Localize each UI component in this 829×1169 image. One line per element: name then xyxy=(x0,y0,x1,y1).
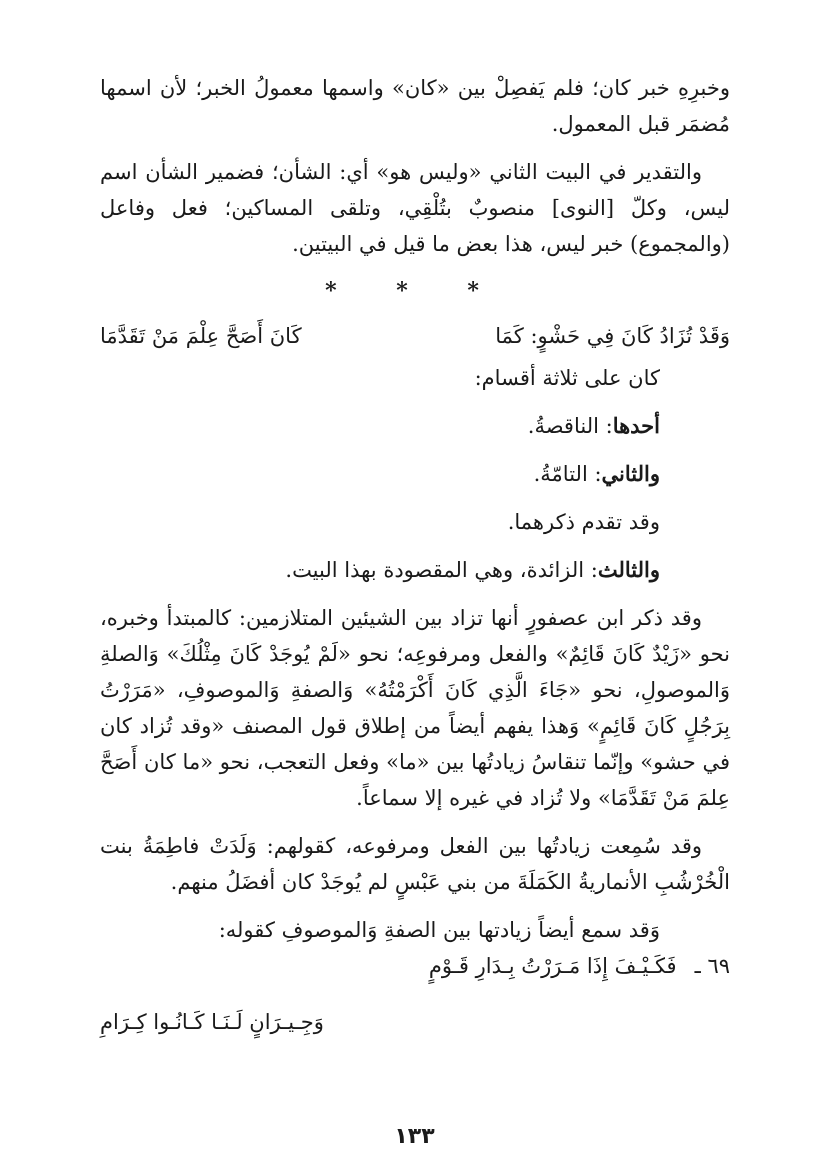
verse-hemistich-left: كَانَ أَصَحَّ عِلْمَ مَنْ تَقَدَّمَا xyxy=(100,324,302,348)
text-first: : الناقصةُ. xyxy=(527,414,613,438)
paragraph-4 xyxy=(100,408,730,444)
label-third: والثالث xyxy=(597,557,660,582)
poem-first-hemistich: فَكَـيْـفَ إِذَا مَـرَرْتُ بِـدَارِ قَـوْمٍ xyxy=(428,954,677,978)
label-second: والثاني xyxy=(601,461,660,486)
poem-citation xyxy=(100,948,730,1046)
paragraph-7 xyxy=(100,552,730,588)
paragraph-1: وخبرِهِ خبر كان؛ فلم يَفصِلْ بين «كان» واسمها معمولُ الخبر؛ لأن اسمها مُضمَر قبل المعمول. xyxy=(100,76,730,136)
text-third: : الزائدة، وهي المقصودة بهذا البيت. xyxy=(285,558,598,582)
poem-line-2: وَجِـيـرَانٍ لَـنَـا كَـانُـوا كِـرَامِ xyxy=(100,1010,324,1034)
text-second: : التامّةُ. xyxy=(533,462,602,486)
paragraph-9: وقد سُمِعت زيادتُها بين الفعل ومرفوعه، كقولهم: وَلَدَتْ فاطِمَةُ بنت الْخُرْشُبِ الأنماريةُ الكَمَلَةَ من بني عَبْسٍ لم يُوجَدْ كان أفضَلُ منهم. xyxy=(100,834,730,894)
paragraph-3: كان على ثلاثة أقسام: xyxy=(474,366,660,390)
label-first: أحدها xyxy=(612,413,660,438)
paragraph-8: وقد ذكر ابن عصفورٍ أنها تزاد بين الشيئين المتلازمين: كالمبتدأ وخبره، نحو «زَيْدٌ كَانَ قَائِمٌ» والفعل ومرفوعِه؛ نحو «لَمْ يُوجَدْ كَانَ مِثْلُكَ» وَالصلةِ وَالموصولِ، نحو «جَاءَ الَّذِي كَانَ أَكْرَمْتُهُ» وَالصفةِ وَالموصوفِ، «مَرَرْتُ بِرَجُلٍ كَانَ قَائِمٍ» وَهذا يفهم أيضاً من إطلاق قول المصنف «وقد تُزاد كان في حشو» وإنّما تنقاسُ زيادتُها بين «ما» وفعل التعجب، نحو «ما كان أَصَحَّ عِلمَ مَنْ تَقَدَّمَا» ولا تُزاد في غيره إلا سماعاً. xyxy=(100,606,730,810)
section-divider-stars: * * * xyxy=(325,278,505,304)
paragraph-5 xyxy=(100,456,730,492)
alfiyya-verse xyxy=(100,316,730,356)
poem-line-1 xyxy=(100,948,730,984)
verse-hemistich-right: وَقَدْ تُزَادُ كَانَ فِي حَشْوٍ: كَمَا xyxy=(495,324,730,348)
paragraph-10: وَقد سمع أيضاً زيادتها بين الصفةِ وَالموصوفِ كقوله: xyxy=(218,918,660,942)
paragraph-6: وقد تقدم ذكرهما. xyxy=(507,510,660,534)
page-number: ١٣٣ xyxy=(394,1124,435,1149)
poem-number: ٦٩ ـ xyxy=(694,954,730,978)
page-body xyxy=(100,70,730,1046)
paragraph-2: والتقدير في البيت الثاني «وليس هو» أي: الشأن؛ فضمير الشأن اسم ليس، وكلّ [النوى] منصوبٌ بتُلْقِي، وتلقى المساكين؛ فعل وفاعل (والمجموع) خبر ليس، هذا بعض ما قيل في البيتين. xyxy=(100,160,730,256)
